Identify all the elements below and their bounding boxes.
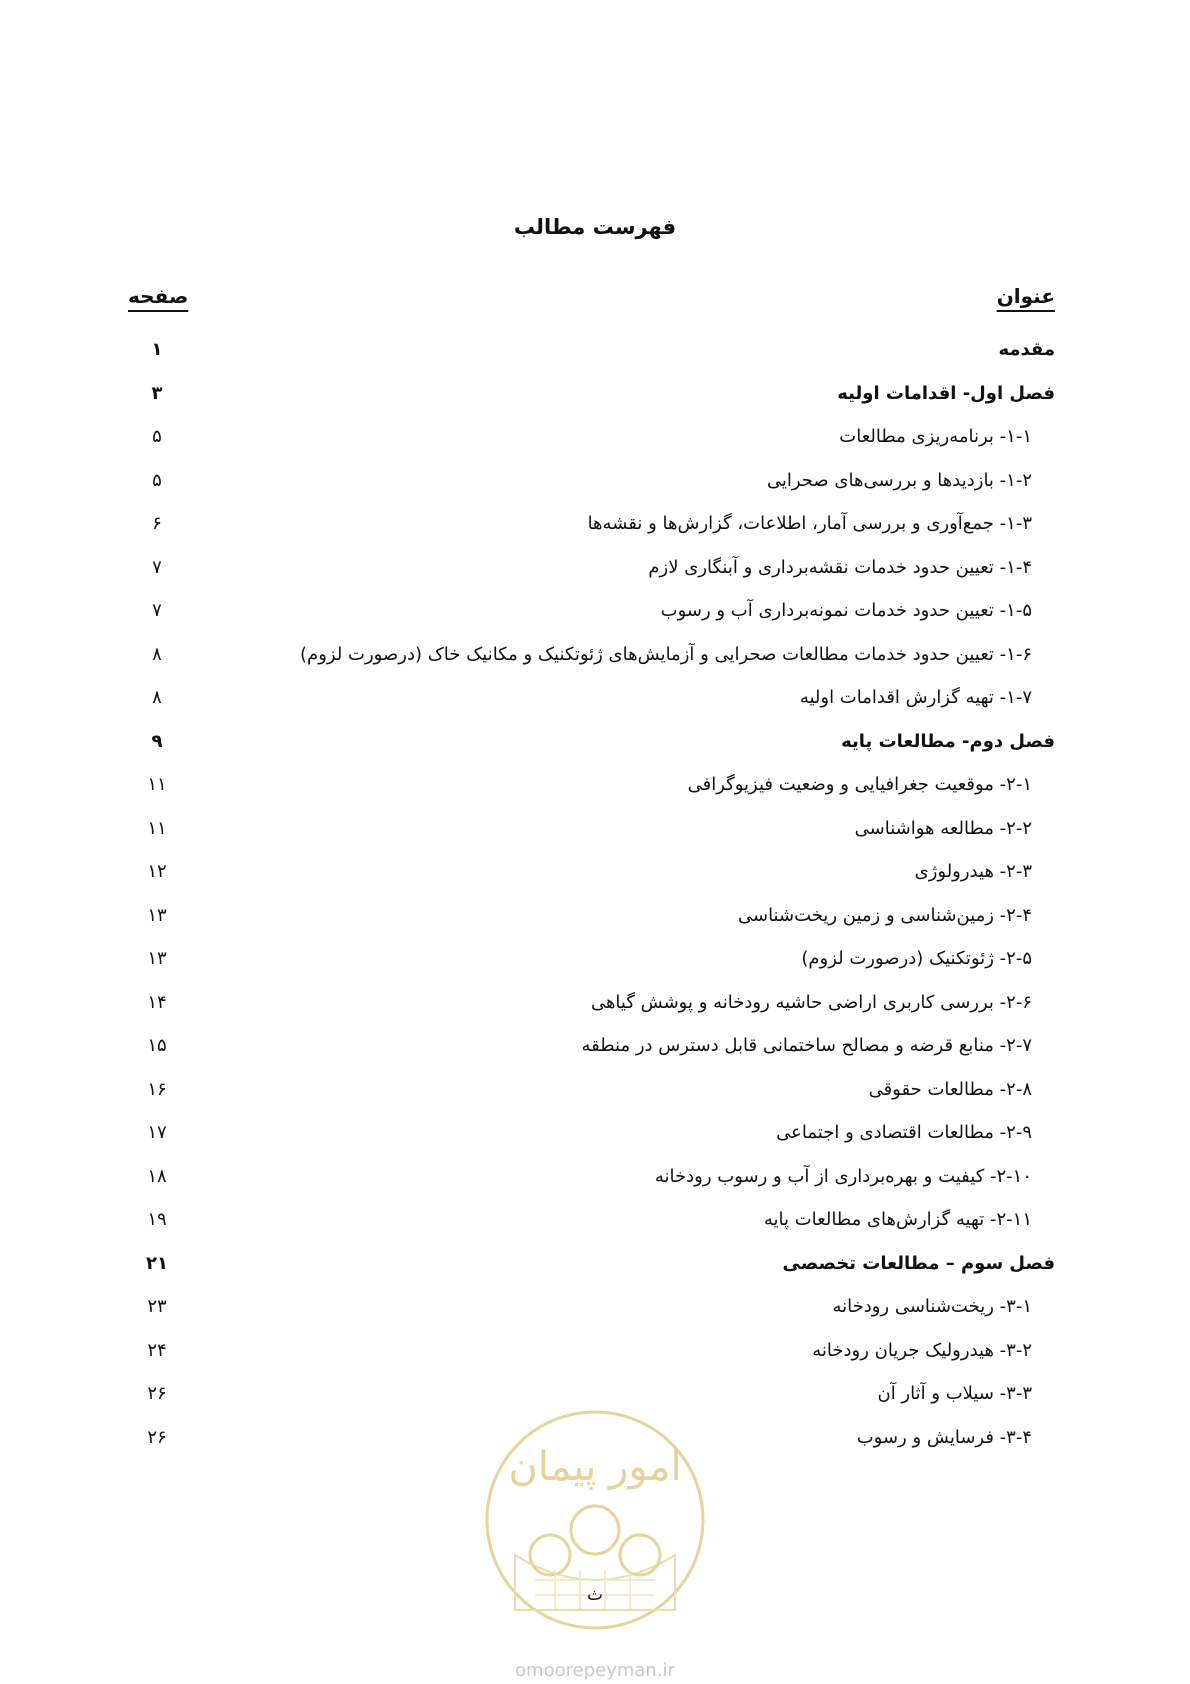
toc-entry-title: ۲-۲- مطالعه هواشناسی <box>854 817 1032 839</box>
toc-entry-title: ۲-۸- مطالعات حقوقی <box>868 1078 1032 1100</box>
toc-entry-title: ۲-۱۰- کیفیت و بهره‌برداری از آب و رسوب رودخانه <box>654 1165 1032 1187</box>
toc-section-row <box>0 1200 1190 1240</box>
column-header-page: صفحه <box>128 284 189 308</box>
toc-entry-title: فصل اول- اقدامات اولیه <box>837 382 1055 404</box>
toc-entry-title: ۱-۷- تهیه گزارش اقدامات اولیه <box>799 687 1032 708</box>
toc-section-row <box>0 591 1190 631</box>
toc-entry-page: ۷ <box>152 556 162 578</box>
toc-entry-title: ۲-۶- بررسی کاربری اراضی حاشیه رودخانه و پوشش گیاهی <box>590 991 1032 1013</box>
toc-entry-title: ۳-۴- فرسایش و رسوب <box>856 1426 1032 1448</box>
toc-entry-title: ۱-۶- تعیین حدود خدمات مطالعات صحرایی و آزمایش‌های ژئوتکنیک و مکانیک خاک (درصورت لزوم) <box>300 643 1032 665</box>
toc-entry-page: ۷ <box>152 600 162 621</box>
toc-entry-page: ۲۱ <box>146 1252 168 1274</box>
toc-entry-page: ۵ <box>152 426 162 447</box>
toc-section-row <box>0 1331 1190 1371</box>
toc-entry-page: ۹ <box>151 730 163 752</box>
toc-section-row <box>0 852 1190 892</box>
toc-entry-page: ۲۴ <box>147 1339 167 1361</box>
watermark-url: omoorepeyman.ir <box>515 1660 675 1681</box>
toc-section-row <box>0 417 1190 457</box>
toc-entry-title: ۱-۵- تعیین حدود خدمات نمونه‌برداری آب و رسوب <box>660 600 1032 621</box>
toc-entry-title: ۲-۴- زمین‌شناسی و زمین ریخت‌شناسی <box>737 904 1032 926</box>
toc-entry-title: ۲-۵- ژئوتکنیک (درصورت لزوم) <box>801 948 1032 969</box>
toc-section-row <box>0 809 1190 849</box>
toc-entry-page: ۱۱ <box>147 774 167 795</box>
toc-entry-page: ۱۳ <box>147 904 167 926</box>
toc-entry-page: ۱۲ <box>147 861 167 882</box>
toc-entry-page: ۲۶ <box>147 1426 167 1448</box>
toc-entry-page: ۱۸ <box>147 1165 167 1187</box>
toc-section-row <box>0 1113 1190 1153</box>
toc-entry-page: ۳ <box>151 382 163 404</box>
toc-entry-title: مقدمه <box>998 339 1055 360</box>
toc-section-row <box>0 1070 1190 1110</box>
toc-entry-page: ۲۶ <box>147 1383 167 1404</box>
toc-entry-page: ۵ <box>152 469 162 491</box>
toc-entry-page: ۱۹ <box>147 1209 167 1230</box>
toc-chapter-row <box>0 374 1190 414</box>
toc-entry-title: ۲-۹- مطالعات اقتصادی و اجتماعی <box>776 1122 1032 1143</box>
toc-entry-page: ۲۳ <box>147 1296 167 1317</box>
toc-entry-title: ۳-۱- ریخت‌شناسی رودخانه <box>832 1296 1032 1317</box>
toc-chapter-row <box>0 330 1190 370</box>
page-number: ث <box>586 1585 603 1605</box>
toc-entry-title: ۲-۳- هیدرولوژی <box>914 861 1032 882</box>
seal-text: امور پیمان <box>508 1444 682 1490</box>
toc-entry-page: ۱۶ <box>147 1078 167 1100</box>
toc-entry-title: ۲-۱- موقعیت جغرافیایی و وضعیت فیزیوگرافی <box>687 774 1032 795</box>
toc-section-row <box>0 896 1190 936</box>
toc-entry-title: ۱-۴- تعیین حدود خدمات نقشه‌برداری و آبنگاری لازم <box>648 556 1032 578</box>
toc-section-row <box>0 939 1190 979</box>
page-title: فهرست مطالب <box>513 215 677 239</box>
toc-entry-title: ۳-۲- هیدرولیک جریان رودخانه <box>812 1339 1032 1361</box>
toc-section-row <box>0 504 1190 544</box>
toc-section-row <box>0 548 1190 588</box>
toc-entry-page: ۱۷ <box>147 1122 167 1143</box>
toc-entry-title: ۲-۱۱- تهیه گزارش‌های مطالعات پایه <box>763 1209 1032 1230</box>
toc-section-row <box>0 1287 1190 1327</box>
toc-section-row <box>0 461 1190 501</box>
toc-entry-title: فصل دوم- مطالعات پایه <box>841 730 1055 752</box>
toc-entry-page: ۱۵ <box>147 1035 167 1056</box>
toc-entry-page: ۸ <box>152 643 162 665</box>
toc-entry-title: ۲-۷- منابع قرضه و مصالح ساختمانی قابل دسترس در منطقه <box>581 1035 1032 1056</box>
toc-section-row <box>0 983 1190 1023</box>
toc-entry-page: ۱ <box>151 339 163 360</box>
toc-entry-page: ۸ <box>152 687 162 708</box>
toc-section-row <box>0 1157 1190 1197</box>
toc-entry-title: ۱-۳- جمع‌آوری و بررسی آمار، اطلاعات، گزارش‌ها و نقشه‌ها <box>587 513 1032 534</box>
toc-entry-title: ۱-۱- برنامه‌ریزی مطالعات <box>839 426 1032 447</box>
toc-section-row <box>0 1026 1190 1066</box>
toc-section-row <box>0 635 1190 675</box>
toc-entry-page: ۱۱ <box>147 817 167 839</box>
toc-entry-page: ۶ <box>152 513 162 534</box>
toc-chapter-row <box>0 722 1190 762</box>
toc-section-row <box>0 678 1190 718</box>
toc-entry-title: ۱-۲- بازدیدها و بررسی‌های صحرایی <box>766 469 1032 491</box>
toc-chapter-row <box>0 1244 1190 1284</box>
toc-entry-title: ۳-۳- سیلاب و آثار آن <box>877 1383 1032 1404</box>
toc-entry-title: فصل سوم – مطالعات تخصصی <box>782 1252 1055 1274</box>
toc-entry-page: ۱۳ <box>147 948 167 969</box>
toc-section-row <box>0 765 1190 805</box>
toc-entry-page: ۱۴ <box>147 991 167 1013</box>
column-header-title: عنوان <box>996 284 1055 308</box>
